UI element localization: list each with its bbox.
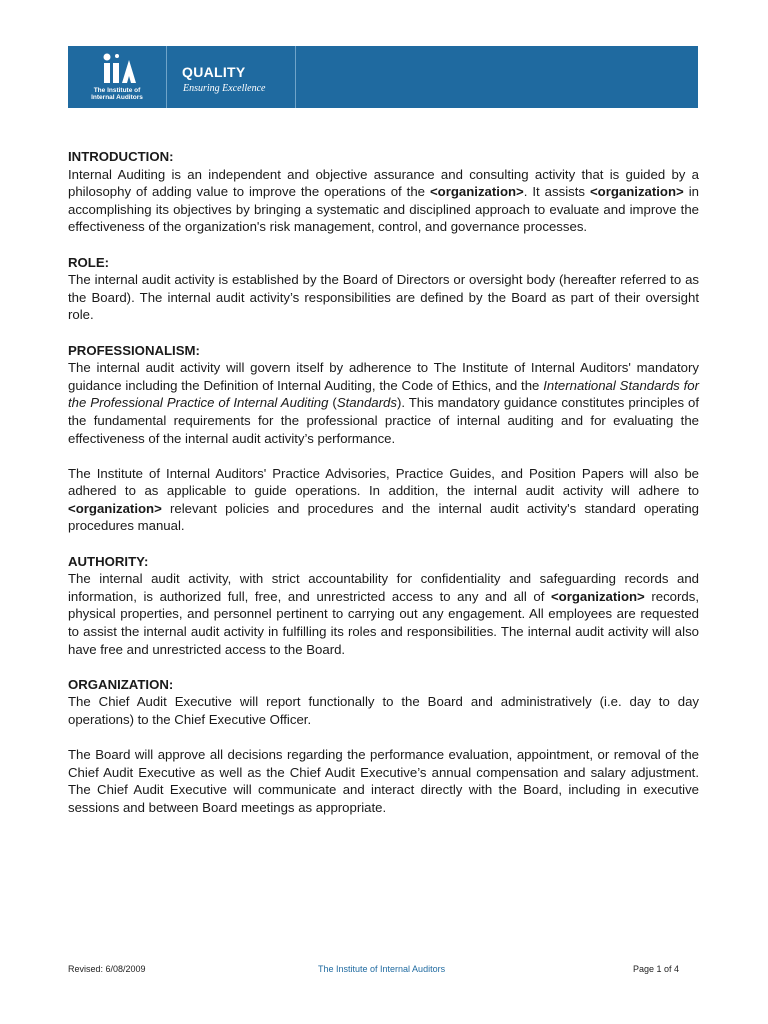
banner-title: QUALITY [182, 64, 246, 80]
page-footer [68, 964, 699, 978]
auth-text-b: records, physical properties, and personnel pertinent to carrying out any engagement. All employees are requested to assist the internal audit activity in fulfilling its roles and responsibilities. The internal audit activity will also have free and unrestricted access to the Board. [68, 588, 699, 657]
org-placeholder: <organization> [589, 184, 684, 200]
iia-logo-icon [98, 52, 140, 84]
professionalism-heading: PROFESSIONALISM: [68, 342, 200, 358]
prof-text-b: ( [328, 395, 337, 411]
professionalism-paragraph-1 [68, 359, 699, 447]
introduction-paragraph [68, 166, 699, 236]
standards-title: International Standards for the Professional Practice of Internal Auditing [68, 377, 699, 411]
prof2-text-a: The Institute of Internal Auditors' Practice Advisories, Practice Guides, and Position Papers will also be adhered to as applicable to guide operations. In addition, the internal audit activity will adhere to [68, 465, 699, 499]
organization-paragraph-1: The Chief Audit Executive will report functionally to the Board and administratively (i.e. day to day operations) to the Chief Executive Officer. [68, 694, 699, 727]
intro-text-c: in accomplishing its objectives by bringing a systematic and disciplined approach to evaluate and improve the effectiveness of the organization's risk management, control, and governance processes. [68, 184, 699, 235]
authority-paragraph [68, 570, 699, 658]
logo-caption [72, 87, 162, 101]
organization-paragraph-2: The Board will approve all decisions regarding the performance evaluation, appointment, or removal of the Chief Audit Executive as well as the Chief Audit Executive’s annual compensation and salary adjustment. The Chief Audit Executive will communicate and interact directly with the Board, including in executive sessions and between Board meetings as appropriate. [68, 747, 699, 815]
intro-text-a: Internal Auditing is an independent and objective assurance and consulting activity that is guided by a philosophy of adding value to improve the operations of the [68, 166, 699, 200]
role-paragraph: The internal audit activity is established by the Board of Directors or oversight body (hereafter referred to as the Board). The internal audit activity’s responsibilities are defined by the Board as part of their oversight role. [68, 272, 699, 323]
prof-text-a: The internal audit activity will govern itself by adherence to The Institute of Internal Auditors' mandatory guidance including the Definition of Internal Auditing, the Code of Ethics, and the [68, 360, 699, 393]
org-placeholder: <organization> [550, 588, 645, 604]
org-placeholder: <organization> [68, 500, 162, 516]
professionalism-paragraph-2 [68, 465, 699, 535]
role-heading: ROLE: [68, 254, 110, 270]
introduction-heading: INTRODUCTION: [68, 149, 174, 164]
organization-heading: ORGANIZATION: [68, 676, 174, 692]
banner-subtitle: Ensuring Excellence [183, 83, 266, 94]
header-banner [68, 46, 698, 108]
standards-short: Standards [336, 395, 397, 411]
document-body [68, 148, 699, 834]
org-placeholder: <organization> [429, 184, 524, 200]
authority-heading: AUTHORITY: [68, 553, 149, 569]
footer-org-name: The Institute of Internal Auditors [318, 964, 446, 974]
intro-text-b: . It assists [523, 184, 590, 200]
revised-date: Revised: 6/08/2009 [68, 964, 146, 974]
logo-line-2: Internal Auditors [91, 94, 143, 101]
banner-divider [295, 46, 296, 108]
auth-text-a: The internal audit activity, with strict accountability for confidentiality and safeguarding records and information, is authorized full, free, and unrestricted access to any and all of [68, 571, 699, 604]
page-number: Page 1 of 4 [632, 964, 679, 974]
logo-line-1: The Institute of [93, 87, 141, 94]
prof-text-c: ). This mandatory guidance constitutes principles of the fundamental requirements for the professional practice of internal auditing and for evaluating the effectiveness of the internal audit activity’s performance. [68, 395, 699, 446]
iia-logo [68, 46, 167, 108]
prof2-text-b: relevant policies and procedures and the internal audit activity's standard operating procedures manual. [68, 500, 699, 534]
